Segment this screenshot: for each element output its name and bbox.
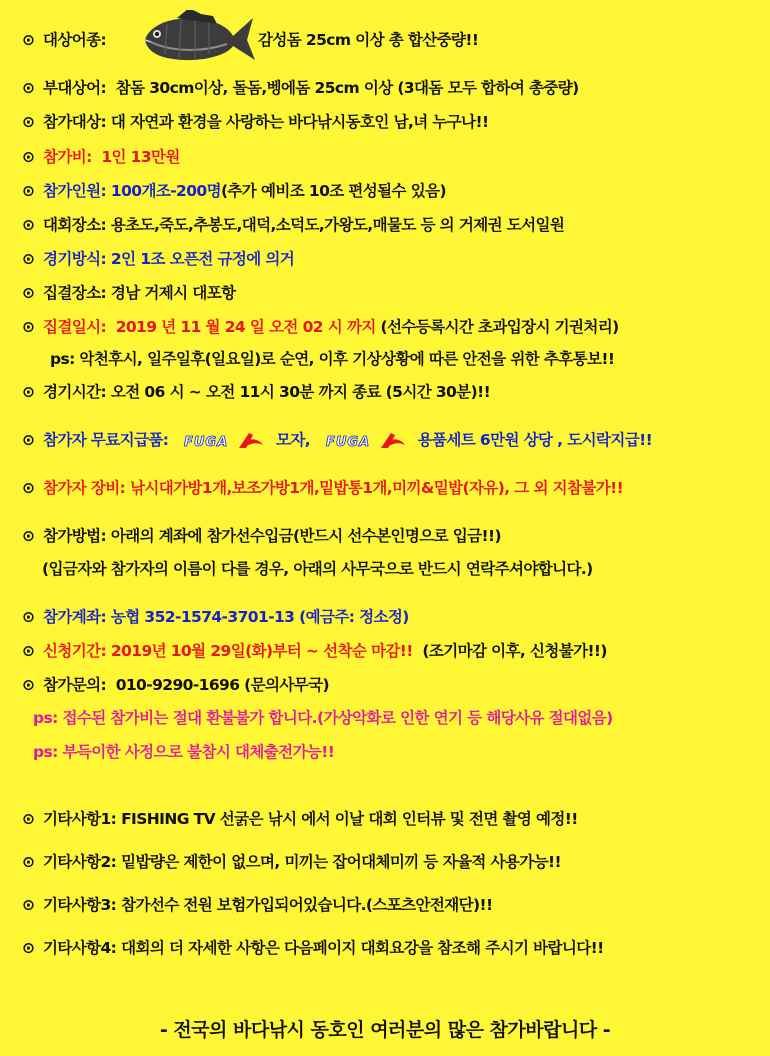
ps-substitute: ps: 부득이한 사정으로 불참시 대체출전가능!! — [33, 743, 335, 761]
free-item-2: 용품세트 6만원 상당 , 도시락지급!! — [417, 431, 653, 449]
circle-dot-icon: ⊙ — [22, 431, 35, 449]
method-note: (입금자와 참가자의 이름이 다를 경우, 아래의 사무국으로 반드시 연락주셔야합니다.) — [42, 560, 593, 578]
meeting-place-label: 집결장소: — [43, 284, 107, 302]
sub-target-label: 부대상어: — [43, 79, 107, 97]
method-row — [22, 525, 762, 547]
method-label: 참가방법: — [43, 527, 107, 545]
circle-dot-icon: ⊙ — [22, 79, 35, 97]
etc4-row — [22, 937, 762, 959]
target-species-row — [22, 29, 762, 51]
circle-dot-icon: ⊙ — [22, 216, 35, 234]
etc1-row — [22, 808, 762, 830]
circle-dot-icon: ⊙ — [22, 608, 35, 626]
venue-value: 용초도,죽도,추봉도,대덕,소덕도,가왕도,매물도 등 의 거제권 도서일원 — [110, 216, 565, 234]
account-value: 농협 352-1574-3701-13 (예금주: 정소정) — [110, 608, 409, 626]
period-row — [22, 640, 762, 662]
inquiry-row — [22, 674, 762, 696]
participants-value: 100개조-200명 — [110, 182, 221, 200]
venue-label: 대회장소: — [43, 216, 107, 234]
meeting-ps: ps: 악천후시, 일주일후(일요일)로 순연, 이후 기상상황에 따른 안전을 위한 추후통보!! — [50, 350, 615, 368]
fee-row — [22, 146, 762, 168]
account-row — [22, 606, 762, 628]
circle-dot-icon: ⊙ — [22, 479, 35, 497]
eligibility-label: 참가대상: — [43, 113, 107, 131]
fuga-logo-text: FUGA — [184, 434, 229, 450]
fee-label: 참가비: — [43, 148, 92, 166]
etc3-row — [22, 894, 762, 916]
circle-dot-icon: ⊙ — [22, 113, 35, 131]
circle-dot-icon: ⊙ — [22, 896, 35, 914]
circle-dot-icon: ⊙ — [22, 182, 35, 200]
match-time-label: 경기시간: — [43, 383, 107, 401]
participants-note: (추가 예비조 10조 편성될수 있음) — [220, 182, 446, 200]
closing-message: - 전국의 바다낚시 동호인 여러분의 많은 참가바랍니다 - — [159, 1019, 611, 1041]
period-note: (조기마감 이후, 신청불가!!) — [422, 642, 607, 660]
circle-dot-icon: ⊙ — [22, 642, 35, 660]
circle-dot-icon: ⊙ — [22, 527, 35, 545]
inquiry-value: 010-9290-1696 (문의사무국) — [115, 676, 330, 694]
meeting-place-row — [22, 282, 762, 304]
circle-dot-icon: ⊙ — [22, 939, 35, 957]
etc1-text: 기타사항1: FISHING TV 선굵은 낚시 에서 이날 대회 인터뷰 및 전면 촬영 예정!! — [43, 810, 578, 828]
sub-target-value: 참돔 30cm이상, 돌돔,벵에돔 25cm 이상 (3대돔 모두 합하여 총중량) — [115, 79, 579, 97]
free-items-label: 참가자 무료지급품: — [43, 431, 169, 449]
etc2-text: 기타사항2: 밑밥량은 제한이 없으며, 미끼는 잡어대체미끼 등 자율적 사용가능!! — [43, 853, 561, 871]
equipment-value: 낚시대가방1개,보조가방1개,밑밥통1개,미끼&밑밥(자유), 그 외 지참불가!! — [130, 479, 624, 497]
circle-dot-icon: ⊙ — [22, 676, 35, 694]
meeting-time-note: (선수등록시간 초과입장시 기권처리) — [380, 318, 619, 336]
format-row — [22, 248, 762, 270]
meeting-time-row — [22, 316, 762, 338]
free-item-1: 모자, — [275, 431, 311, 449]
circle-dot-icon: ⊙ — [22, 810, 35, 828]
meeting-time-value: 2019 년 11 월 24 일 오전 02 시 까지 — [115, 318, 376, 336]
circle-dot-icon: ⊙ — [22, 383, 35, 401]
circle-dot-icon: ⊙ — [22, 318, 35, 336]
eligibility-row — [22, 111, 762, 133]
period-value: 2019년 10월 29일(화)부터 ~ 선착순 마감!! — [110, 642, 413, 660]
circle-dot-icon: ⊙ — [22, 853, 35, 871]
period-label: 신청기간: — [43, 642, 107, 660]
method-value: 아래의 계좌에 참가선수입금(반드시 선수본인명으로 입금!!) — [110, 527, 501, 545]
match-time-value: 오전 06 시 ~ 오전 11시 30분 까지 종료 (5시간 30분)!! — [110, 383, 491, 401]
target-label: 대상어종: — [43, 31, 107, 49]
equipment-label: 참가자 장비: — [43, 479, 126, 497]
circle-dot-icon: ⊙ — [22, 148, 35, 166]
eligibility-value: 대 자연과 환경을 사랑하는 바다낚시동호인 남,녀 누구나!! — [110, 113, 489, 131]
participants-label: 참가인원: — [43, 182, 107, 200]
fuga-logo — [325, 431, 407, 451]
participants-row — [22, 180, 762, 202]
format-label: 경기방식: — [43, 250, 107, 268]
target-value: 감성돔 25cm 이상 총 합산중량!! — [258, 31, 479, 49]
circle-dot-icon: ⊙ — [22, 250, 35, 268]
format-value: 2인 1조 오픈전 규정에 의거 — [110, 250, 295, 268]
ps-refund: ps: 접수된 참가비는 절대 환불불가 합니다.(가상악화로 인한 연기 등 해당사유 절대없음) — [33, 709, 613, 727]
meeting-place-value: 경남 거제시 대포항 — [110, 284, 236, 302]
etc4-text: 기타사항4: 대회의 더 자세한 사항은 다음페이지 대회요강을 참조해 주시기 바랍니다!! — [43, 939, 604, 957]
fuga-logo — [183, 431, 265, 451]
venue-row — [22, 214, 762, 236]
account-label: 참가계좌: — [43, 608, 107, 626]
free-items-row — [22, 429, 762, 451]
etc3-text: 기타사항3: 참가선수 전원 보험가입되어있습니다.(스포츠안전재단)!! — [43, 896, 493, 914]
inquiry-label: 참가문의: — [43, 676, 107, 694]
fuga-logo-text: FUGA — [325, 434, 370, 450]
circle-dot-icon: ⊙ — [22, 31, 35, 49]
fee-value: 1인 13만원 — [101, 148, 180, 166]
equipment-row — [22, 477, 762, 499]
sub-target-row — [22, 77, 762, 99]
circle-dot-icon: ⊙ — [22, 284, 35, 302]
meeting-time-label: 집결일시: — [43, 318, 107, 336]
etc2-row — [22, 851, 762, 873]
match-time-row — [22, 381, 762, 403]
